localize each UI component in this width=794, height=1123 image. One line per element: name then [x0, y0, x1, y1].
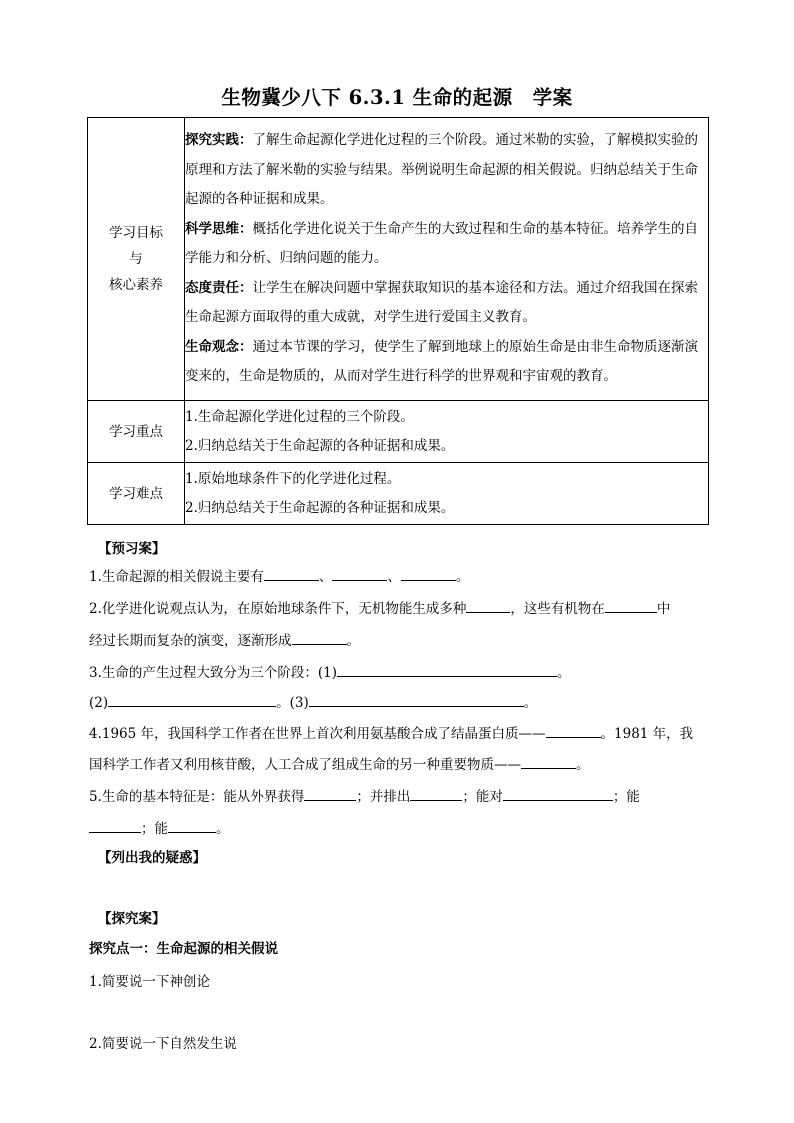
- q4-text: 4.1965 年，我国科学工作者在世界上首次利用氨基酸合成了结晶蛋白质——: [89, 726, 546, 742]
- key-point-item: 2.归纳总结关于生命起源的各种证据和成果。: [185, 437, 455, 454]
- objective-attitude: [185, 274, 708, 333]
- objectives-label-line: 学习目标: [109, 225, 163, 241]
- objective-head: 态度责任：: [185, 279, 253, 296]
- objective-thinking: [185, 215, 708, 274]
- preview-question-3-cont: [89, 691, 537, 711]
- answer-blank[interactable]: [309, 693, 524, 707]
- q5-text: ；能: [612, 789, 640, 805]
- objective-text: 了解生命起源化学进化过程的三个阶段。通过米勒的实验，了解模拟实验的原理和方法了解米勒的实验与结果。举例说明生命起源的相关假说。归纳总结关于生命起源的各种证据和成果。: [185, 132, 698, 208]
- answer-blank[interactable]: [264, 567, 319, 581]
- answer-blank[interactable]: [108, 693, 276, 707]
- preview-heading: 【预习案】: [98, 541, 166, 557]
- explore-question-1: 1.简要说一下神创论: [89, 974, 210, 990]
- q4-text: 国科学工作者又利用核苷酸，人工合成了组成生命的另一种重要物质——: [89, 757, 521, 773]
- explore-heading: 【探究案】: [98, 911, 166, 927]
- q1-text: 1.生命起源的相关假说主要有: [89, 569, 264, 585]
- answer-blank[interactable]: [401, 567, 456, 581]
- q3-text: 。: [557, 665, 571, 681]
- q1-sep: 、: [318, 569, 333, 585]
- q5-end: 。: [216, 821, 230, 837]
- q2-text: 中: [656, 601, 671, 617]
- objective-text: 通过本节课的学习，使学生了解到地球上的原始生命是由非生命物质逐渐演变来的，生命是物质的，从而对学生进行科学的世界观和宇宙观的教育。: [185, 338, 698, 385]
- preview-question-5: [89, 785, 640, 805]
- q1-end: 。: [455, 569, 470, 585]
- answer-blank[interactable]: [410, 787, 462, 801]
- objective-life-concept: [185, 333, 708, 392]
- q3-text: 3.生命的产生过程大致分为三个阶段：(1): [89, 665, 338, 681]
- key-points-content: [185, 401, 709, 463]
- objective-head: 探究实践：: [185, 132, 253, 149]
- difficulty-item: 1.原始地球条件下的化学进化过程。: [185, 470, 401, 487]
- answer-blank[interactable]: [337, 663, 557, 677]
- objective-head: 科学思维：: [185, 220, 253, 237]
- objective-text: 概括化学进化说关于生命产生的大致过程和生命的基本特征。培养学生的自学能力和分析、归纳问题的能力。: [185, 220, 698, 267]
- key-points-label: 学习重点: [88, 401, 185, 463]
- objectives-label: [88, 118, 185, 401]
- page-title: 生物冀少八下 6.3.1 生命的起源 学案: [221, 86, 573, 109]
- preview-question-5-cont: [89, 817, 230, 837]
- objectives-table: [87, 117, 709, 525]
- q5-text: ；并排出: [356, 789, 411, 805]
- q4-text: 。1981 年，我: [600, 726, 694, 742]
- q5-text: ；能: [141, 821, 168, 837]
- q3-text: 。(3): [276, 695, 309, 711]
- preview-question-2-cont: [89, 629, 360, 649]
- explore-point-1: 探究点一：生命起源的相关假说: [89, 941, 278, 957]
- answer-blank[interactable]: [503, 787, 613, 801]
- difficulties-content: [185, 463, 709, 525]
- preview-question-1: [89, 565, 469, 585]
- objective-head: 生命观念：: [185, 338, 253, 355]
- answer-blank[interactable]: [466, 599, 510, 613]
- q1-sep: 、: [387, 569, 401, 585]
- difficulties-label: 学习难点: [88, 463, 185, 525]
- answer-blank[interactable]: [605, 599, 657, 613]
- answer-blank[interactable]: [521, 755, 576, 769]
- objectives-row: [88, 118, 709, 401]
- difficulty-item: 2.归纳总结关于生命起源的各种证据和成果。: [185, 499, 455, 516]
- answer-blank[interactable]: [546, 724, 601, 738]
- objectives-content: [185, 118, 709, 401]
- q5-text: ；能对: [462, 789, 503, 805]
- answer-blank[interactable]: [292, 631, 347, 645]
- preview-question-3: [89, 661, 571, 681]
- preview-question-4-cont: [89, 753, 590, 773]
- objectives-label-line: 核心素养: [109, 277, 163, 293]
- difficulties-row: [88, 463, 709, 525]
- q2-text: 经过长期而复杂的演变，逐渐形成: [89, 633, 292, 649]
- q2-text: 2.化学进化说观点认为，在原始地球条件下，无机物能生成多种: [89, 601, 467, 617]
- q2-end: 。: [346, 633, 360, 649]
- objective-practice: [185, 126, 708, 215]
- preview-question-2: [89, 597, 670, 617]
- answer-blank[interactable]: [168, 819, 216, 833]
- answer-blank[interactable]: [304, 787, 356, 801]
- answer-blank[interactable]: [332, 567, 387, 581]
- q3-end: 。: [523, 695, 538, 711]
- doubts-heading: 【列出我的疑惑】: [98, 850, 206, 866]
- q2-text: ，这些有机物在: [510, 601, 605, 617]
- q5-text: 5.生命的基本特征是：能从外界获得: [89, 789, 305, 805]
- key-point-item: 1.生命起源化学进化过程的三个阶段。: [185, 408, 414, 425]
- q4-end: 。: [576, 757, 590, 773]
- explore-question-2: 2.简要说一下自然发生说: [89, 1036, 237, 1052]
- objectives-label-line: 与: [129, 251, 143, 267]
- objective-text: 让学生在解决问题中掌握获取知识的基本途径和方法。通过介绍我国在探索生命起源方面取得的重大成就，对学生进行爱国主义教育。: [185, 279, 698, 326]
- q3-text: (2): [89, 695, 109, 711]
- key-points-row: [88, 401, 709, 463]
- preview-question-4: [89, 722, 693, 742]
- answer-blank[interactable]: [89, 819, 141, 833]
